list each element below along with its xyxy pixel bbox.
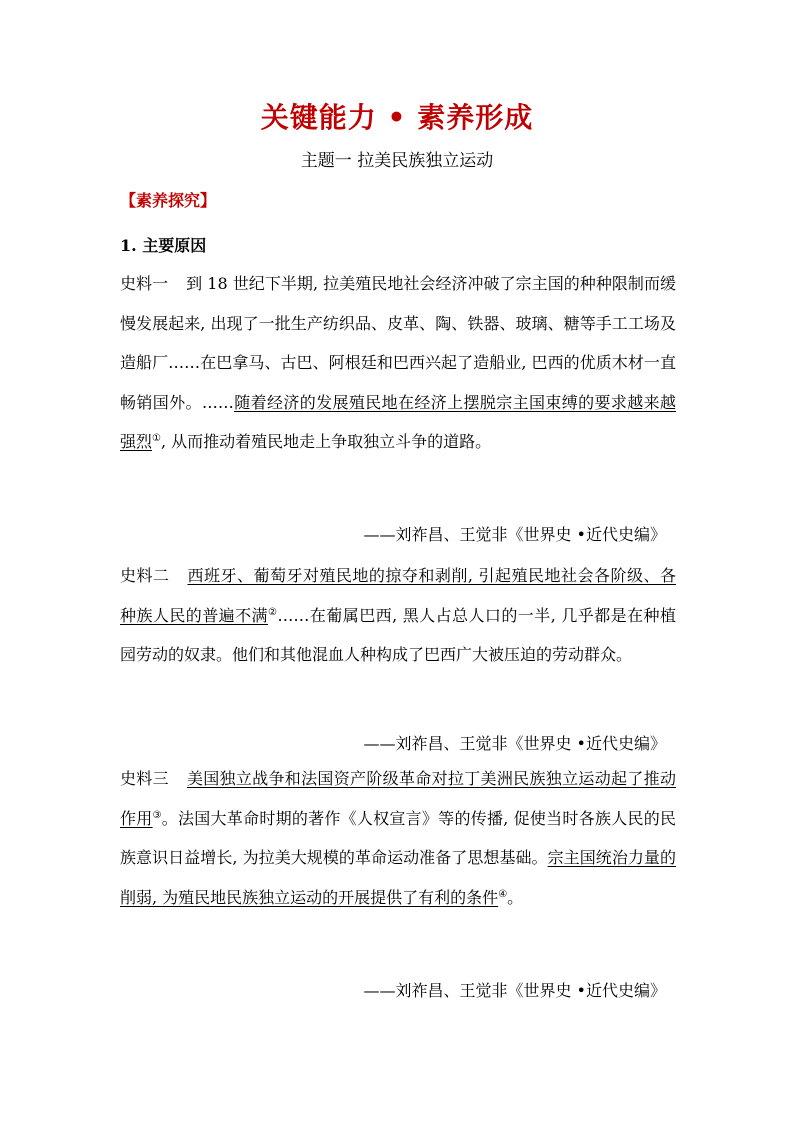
material-1-source: ——刘祚昌、王觉非《世界史 •近代史编》 — [363, 525, 666, 544]
material-2-tag: 史料二 — [120, 566, 170, 585]
material-3-paragraph — [120, 759, 676, 917]
material-1-text-end: , 从而推动着殖民地走上争取独立斗争的道路。 — [160, 432, 492, 451]
topic-subtitle: 主题一 拉美民族独立运动 — [300, 151, 494, 171]
material-3-underlined-text-2: 宗主国统治力量的削弱, 为殖民地民族独立运动的开展提供了有利的条件 — [120, 848, 676, 907]
material-3-text-end: 。 — [507, 887, 524, 907]
material-1-tag: 史料一 — [120, 274, 169, 293]
material-3-source: ——刘祚昌、王觉非《世界史 •近代史编》 — [363, 981, 666, 1000]
material-3-tag: 史料三 — [120, 769, 169, 788]
section-heading: 1. 主要原因 — [120, 236, 207, 255]
section-label: 【素养探究】 — [120, 191, 217, 210]
material-3-text: 。法国大革命时期的著作《人权宣言》等的传播, 促使当时各族人民的民族意识日益增长, 为拉美大规模的革命运动准备了思想基础。 — [120, 808, 676, 867]
material-3-underlined-text-1: 美国独立战争和法国资产阶级革命对拉丁美洲民族独立运动起了推动作用 — [120, 769, 676, 828]
material-2-footnote-mark: ② — [268, 606, 278, 618]
page-title: 关键能力 • 素养形成 — [260, 101, 534, 134]
material-2-text: ……在葡属巴西, 黑人占总人口的一半, 几乎都是在种植园劳动的奴隶。他们和其他混血人种构成了巴西广大被压迫的劳动群众。 — [120, 605, 676, 664]
material-2-paragraph — [120, 556, 676, 675]
material-1-underlined-text: 随着经济的发展殖民地在经济上摆脱宗主国束缚的要求越来越强烈 — [120, 392, 676, 451]
material-3-footnote-mark-1: ③ — [152, 809, 162, 821]
material-1-text: 到 18 世纪下半期, 拉美殖民地社会经济冲破了宗主国的种种限制而缓慢发展起来, 出现了一批生产纺织品、皮革、陶、铁器、玻璃、糖等手工工场及造船厂……在巴拿马、古巴、阿根廷和巴西兴起了造船业, 巴西的优质木材一直畅销国外。…… — [120, 274, 676, 412]
material-1-footnote-mark: ① — [152, 433, 161, 444]
material-1-paragraph — [120, 264, 676, 462]
material-2-underlined-text: 西班牙、葡萄牙对殖民地的掠夺和剥削, 引起殖民地社会各阶级、各种族人民的普遍不满 — [120, 566, 676, 625]
material-2-source: ——刘祚昌、王觉非《世界史 •近代史编》 — [363, 734, 666, 753]
material-3-footnote-mark-2: ④ — [498, 888, 508, 900]
